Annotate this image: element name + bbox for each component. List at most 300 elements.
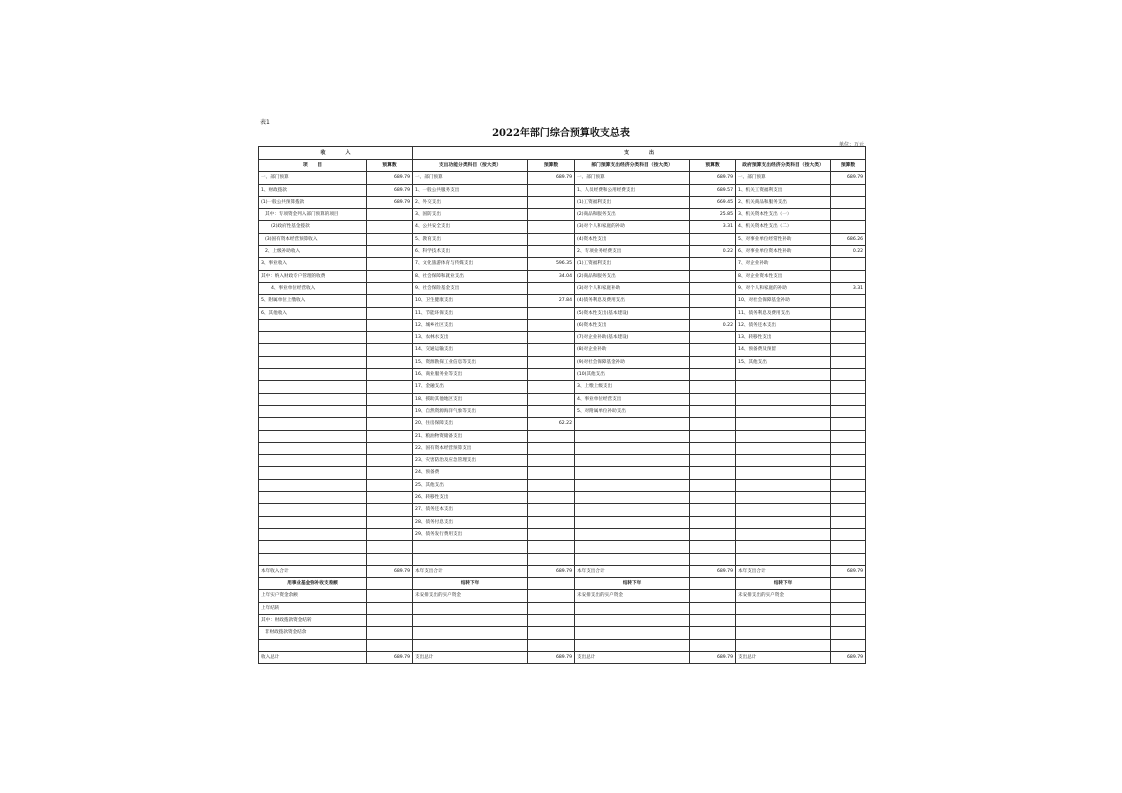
gov-econ-item: 11、债务利息及费用支出 — [736, 307, 831, 319]
gov-econ-item: 2、机关商品和服务支出 — [736, 196, 831, 208]
income-amount — [367, 442, 413, 454]
dept-econ-amount — [690, 467, 736, 479]
dept-econ-amount: 0.22 — [690, 246, 736, 258]
function-item: 支出总计 — [413, 651, 528, 663]
table-row — [259, 344, 866, 356]
table-row — [259, 442, 866, 454]
dept-econ-amount — [690, 233, 736, 245]
function-item: 一、部门预算 — [413, 172, 528, 184]
gov-econ-amount: 3.31 — [831, 282, 866, 294]
gov-econ-amount — [831, 209, 866, 221]
gov-econ-amount — [831, 430, 866, 442]
dept-econ-amount — [690, 369, 736, 381]
gov-econ-amount — [831, 590, 866, 602]
gov-econ-item: 8、对企业资本性支出 — [736, 270, 831, 282]
function-amount: 62.22 — [528, 418, 575, 430]
gov-econ-amount — [831, 258, 866, 270]
function-item: 13、农林水支出 — [413, 332, 528, 344]
table-row — [259, 553, 866, 565]
function-amount — [528, 307, 575, 319]
column-header-row — [259, 160, 866, 172]
income-amount — [367, 393, 413, 405]
table-row — [259, 479, 866, 491]
gov-econ-item — [736, 614, 831, 626]
gov-econ-amount — [831, 504, 866, 516]
dept-econ-item: 本年支出合计 — [575, 565, 690, 577]
income-amount — [367, 319, 413, 331]
gov-econ-amount — [831, 627, 866, 639]
function-amount — [528, 467, 575, 479]
function-item: 4、公共安全支出 — [413, 221, 528, 233]
gov-econ-amount — [831, 455, 866, 467]
gov-econ-item — [736, 492, 831, 504]
dept-econ-amount — [690, 332, 736, 344]
income-amount — [367, 541, 413, 553]
dept-econ-amount — [690, 504, 736, 516]
dept-econ-item: 2、专项业务经费支出 — [575, 246, 690, 258]
table-row — [259, 246, 866, 258]
function-amount — [528, 221, 575, 233]
income-item: 6、其他收入 — [259, 307, 367, 319]
table-row — [259, 516, 866, 528]
function-amount: 689.79 — [528, 565, 575, 577]
function-amount — [528, 553, 575, 565]
function-item: 24、预备费 — [413, 467, 528, 479]
income-item — [259, 467, 367, 479]
table-row — [259, 307, 866, 319]
function-item: 18、援助其他地区支出 — [413, 393, 528, 405]
dept-econ-item: (1)工资福利支出 — [575, 196, 690, 208]
gov-econ-amount — [831, 332, 866, 344]
column-header: 预算数 — [690, 160, 736, 172]
income-item — [259, 369, 367, 381]
function-amount — [528, 590, 575, 602]
function-amount: 689.79 — [528, 651, 575, 663]
income-item — [259, 528, 367, 540]
function-item — [413, 627, 528, 639]
table-row — [259, 319, 866, 331]
gov-econ-item — [736, 393, 831, 405]
function-item: 17、金融支出 — [413, 381, 528, 393]
gov-econ-amount — [831, 307, 866, 319]
gov-econ-item: 15、其他支出 — [736, 356, 831, 368]
function-item — [413, 553, 528, 565]
dept-econ-item: 支出总计 — [575, 651, 690, 663]
gov-econ-item: 12、债务还本支出 — [736, 319, 831, 331]
dept-econ-item: (6)资本性支出 — [575, 319, 690, 331]
dept-econ-amount — [690, 627, 736, 639]
dept-econ-amount: 0.22 — [690, 319, 736, 331]
income-amount — [367, 467, 413, 479]
dept-econ-amount — [690, 393, 736, 405]
gov-econ-item — [736, 467, 831, 479]
function-item — [413, 614, 528, 626]
income-amount — [367, 528, 413, 540]
income-amount — [367, 627, 413, 639]
gov-econ-item — [736, 430, 831, 442]
function-item: 16、商业服务业等支出 — [413, 369, 528, 381]
dept-econ-amount: 689.79 — [690, 651, 736, 663]
gov-econ-amount — [831, 381, 866, 393]
function-amount — [528, 381, 575, 393]
income-item: 5、附属单位上缴收入 — [259, 295, 367, 307]
gov-econ-item: 未安排支出的实户资金 — [736, 590, 831, 602]
gov-econ-amount: 689.79 — [831, 565, 866, 577]
income-item: 其中：专项资金列入部门预算的项目 — [259, 209, 367, 221]
gov-econ-amount — [831, 578, 866, 590]
income-amount — [367, 270, 413, 282]
function-amount — [528, 196, 575, 208]
income-amount: 689.79 — [367, 196, 413, 208]
function-item: 19、自然资源海洋气象等支出 — [413, 405, 528, 417]
gov-econ-amount — [831, 528, 866, 540]
table-row — [259, 381, 866, 393]
income-item: 4、事业单位经营收入 — [259, 282, 367, 294]
gov-econ-amount — [831, 492, 866, 504]
gov-econ-amount — [831, 479, 866, 491]
dept-econ-item: 5、对附属单位补助支出 — [575, 405, 690, 417]
income-amount — [367, 282, 413, 294]
column-header: 项 目 — [259, 160, 367, 172]
dept-econ-item: 3、上缴上级支出 — [575, 381, 690, 393]
function-amount — [528, 393, 575, 405]
income-amount — [367, 479, 413, 491]
gov-econ-amount — [831, 319, 866, 331]
function-amount — [528, 627, 575, 639]
dept-econ-amount: 689.79 — [690, 565, 736, 577]
dept-econ-item — [575, 479, 690, 491]
function-item: 20、住房保障支出 — [413, 418, 528, 430]
function-item: 10、卫生健康支出 — [413, 295, 528, 307]
dept-econ-item — [575, 602, 690, 614]
gov-econ-amount — [831, 602, 866, 614]
gov-econ-item — [736, 516, 831, 528]
dept-econ-item: (3)对个人和家庭补助 — [575, 282, 690, 294]
dept-econ-amount — [690, 516, 736, 528]
function-amount — [528, 639, 575, 651]
income-item: 其中：财政拨款资金结转 — [259, 614, 367, 626]
table-row — [259, 614, 866, 626]
dept-econ-item — [575, 430, 690, 442]
income-item — [259, 639, 367, 651]
function-item: 未安排支出的实户资金 — [413, 590, 528, 602]
function-amount — [528, 541, 575, 553]
function-item — [413, 602, 528, 614]
dept-econ-item — [575, 418, 690, 430]
function-item: 21、粮油物资储备支出 — [413, 430, 528, 442]
income-item — [259, 516, 367, 528]
income-amount — [367, 553, 413, 565]
gov-econ-amount — [831, 553, 866, 565]
dept-econ-amount — [690, 344, 736, 356]
function-amount — [528, 184, 575, 196]
gov-econ-item: 14、预备费及预留 — [736, 344, 831, 356]
dept-econ-amount — [690, 381, 736, 393]
gov-econ-item — [736, 442, 831, 454]
function-item: 26、转移性支出 — [413, 492, 528, 504]
function-item: 15、资源勘探工业信息等支出 — [413, 356, 528, 368]
dept-econ-amount — [690, 258, 736, 270]
gov-econ-item — [736, 418, 831, 430]
dept-econ-item — [575, 467, 690, 479]
budget-table — [258, 146, 866, 664]
dept-econ-item — [575, 492, 690, 504]
function-amount — [528, 614, 575, 626]
table-row — [259, 639, 866, 651]
function-item: 2、外交支出 — [413, 196, 528, 208]
function-item: 6、科学技术支出 — [413, 246, 528, 258]
dept-econ-amount: 3.31 — [690, 221, 736, 233]
expense-section-header: 支 出 — [413, 147, 866, 160]
function-amount — [528, 369, 575, 381]
dept-econ-item: (7)对企业补助(基本建设) — [575, 332, 690, 344]
function-item: 结转下年 — [413, 578, 528, 590]
gov-econ-amount: 689.79 — [831, 651, 866, 663]
table-row — [259, 209, 866, 221]
function-item: 22、国有资本经营预算支出 — [413, 442, 528, 454]
dept-econ-item — [575, 553, 690, 565]
table-row — [259, 455, 866, 467]
function-amount: 34.04 — [528, 270, 575, 282]
gov-econ-item — [736, 639, 831, 651]
income-item — [259, 381, 367, 393]
table-row — [259, 627, 866, 639]
dept-econ-item: (2)商品和服务支出 — [575, 209, 690, 221]
page-title: 2022年部门综合预算收支总表 — [492, 128, 630, 139]
dept-econ-amount — [690, 418, 736, 430]
gov-econ-amount — [831, 196, 866, 208]
income-item — [259, 344, 367, 356]
gov-econ-amount: 0.22 — [831, 246, 866, 258]
function-amount — [528, 344, 575, 356]
table-row — [259, 590, 866, 602]
income-amount — [367, 405, 413, 417]
function-amount — [528, 528, 575, 540]
income-amount — [367, 455, 413, 467]
dept-econ-amount — [690, 541, 736, 553]
function-item: 11、节能环保支出 — [413, 307, 528, 319]
column-header: 政府预算支出经济分类科目（按大类） — [736, 160, 831, 172]
column-header: 预算数 — [367, 160, 413, 172]
dept-econ-amount — [690, 553, 736, 565]
dept-econ-amount — [690, 578, 736, 590]
gov-econ-amount — [831, 516, 866, 528]
dept-econ-item — [575, 541, 690, 553]
function-amount — [528, 319, 575, 331]
dept-econ-amount — [690, 430, 736, 442]
unit-label: 单位：万元 — [838, 142, 864, 148]
table-row — [259, 430, 866, 442]
income-amount — [367, 492, 413, 504]
income-amount — [367, 578, 413, 590]
table-row — [259, 578, 866, 590]
dept-econ-amount — [690, 307, 736, 319]
function-item: 8、社会保障和就业支出 — [413, 270, 528, 282]
gov-econ-amount: 689.79 — [831, 172, 866, 184]
income-amount — [367, 233, 413, 245]
table-row — [259, 221, 866, 233]
table-row — [259, 602, 866, 614]
dept-econ-amount — [690, 639, 736, 651]
function-amount — [528, 233, 575, 245]
gov-econ-item: 结转下年 — [736, 578, 831, 590]
dept-econ-item: (9)对社会保障基金补助 — [575, 356, 690, 368]
function-amount — [528, 356, 575, 368]
income-amount — [367, 295, 413, 307]
gov-econ-item: 7、对企业补助 — [736, 258, 831, 270]
income-amount: 689.79 — [367, 651, 413, 663]
income-amount — [367, 602, 413, 614]
income-item — [259, 455, 367, 467]
table-row — [259, 565, 866, 577]
income-amount — [367, 344, 413, 356]
function-item — [413, 639, 528, 651]
gov-econ-item — [736, 602, 831, 614]
income-amount — [367, 418, 413, 430]
dept-econ-item: (2)商品和服务支出 — [575, 270, 690, 282]
income-item — [259, 430, 367, 442]
gov-econ-item — [736, 541, 831, 553]
gov-econ-item — [736, 528, 831, 540]
table-row — [259, 233, 866, 245]
dept-econ-item: 结转下年 — [575, 578, 690, 590]
dept-econ-item: 一、部门预算 — [575, 172, 690, 184]
function-item: 7、文化旅游体育与传媒支出 — [413, 258, 528, 270]
column-header: 预算数 — [528, 160, 575, 172]
function-item: 5、教育支出 — [413, 233, 528, 245]
income-item — [259, 479, 367, 491]
function-item: 23、灾害防治及应急管理支出 — [413, 455, 528, 467]
dept-econ-amount — [690, 405, 736, 417]
gov-econ-item: 本年支出合计 — [736, 565, 831, 577]
function-amount — [528, 492, 575, 504]
table-row — [259, 369, 866, 381]
income-item — [259, 405, 367, 417]
function-item: 1、一般公共服务支出 — [413, 184, 528, 196]
gov-econ-item: 4、机关资本性支出（二） — [736, 221, 831, 233]
gov-econ-amount — [831, 295, 866, 307]
income-amount: 689.79 — [367, 184, 413, 196]
function-amount: 596.35 — [528, 258, 575, 270]
dept-econ-item: 未安排支出的实户资金 — [575, 590, 690, 602]
dept-econ-item: (5)资本性支出(基本建设) — [575, 307, 690, 319]
table-row — [259, 528, 866, 540]
function-amount — [528, 282, 575, 294]
income-amount — [367, 381, 413, 393]
dept-econ-item: 4、事业单位经营支出 — [575, 393, 690, 405]
function-amount: 689.79 — [528, 172, 575, 184]
income-item: 上年结转 — [259, 602, 367, 614]
income-amount — [367, 307, 413, 319]
dept-econ-item: (1)工资福利支出 — [575, 258, 690, 270]
income-item — [259, 442, 367, 454]
dept-econ-item — [575, 639, 690, 651]
table-row — [259, 405, 866, 417]
table-row — [259, 418, 866, 430]
dept-econ-amount: 689.57 — [690, 184, 736, 196]
function-amount — [528, 332, 575, 344]
gov-econ-amount — [831, 356, 866, 368]
gov-econ-amount — [831, 467, 866, 479]
table-row — [259, 184, 866, 196]
gov-econ-item: 一、部门预算 — [736, 172, 831, 184]
dept-econ-amount — [690, 442, 736, 454]
dept-econ-item: (10)其他支出 — [575, 369, 690, 381]
gov-econ-item: 支出总计 — [736, 651, 831, 663]
function-item: 14、交通运输支出 — [413, 344, 528, 356]
dept-econ-amount — [690, 270, 736, 282]
dept-econ-amount: 689.79 — [690, 172, 736, 184]
function-item: 本年支出合计 — [413, 565, 528, 577]
income-item: 收入总计 — [259, 651, 367, 663]
income-amount — [367, 590, 413, 602]
income-item — [259, 504, 367, 516]
gov-econ-item: 5、对事业单位经常性补助 — [736, 233, 831, 245]
function-amount — [528, 430, 575, 442]
table-row — [259, 467, 866, 479]
income-amount — [367, 221, 413, 233]
gov-econ-amount — [831, 639, 866, 651]
table-row — [259, 393, 866, 405]
function-amount — [528, 405, 575, 417]
dept-econ-item — [575, 528, 690, 540]
gov-econ-item: 1、机关工资福利支出 — [736, 184, 831, 196]
dept-econ-amount — [690, 528, 736, 540]
gov-econ-item: 6、对事业单位资本性补助 — [736, 246, 831, 258]
function-amount — [528, 479, 575, 491]
table-row — [259, 332, 866, 344]
dept-econ-amount — [690, 455, 736, 467]
function-amount: 27.84 — [528, 295, 575, 307]
income-amount — [367, 246, 413, 258]
gov-econ-item — [736, 479, 831, 491]
gov-econ-amount — [831, 270, 866, 282]
function-item: 3、国防支出 — [413, 209, 528, 221]
table-row — [259, 172, 866, 184]
dept-econ-item: (4)债务利息及费用支出 — [575, 295, 690, 307]
dept-econ-item: 1、人员经费和公用经费支出 — [575, 184, 690, 196]
column-header: 支出功能分类科目（按大类） — [413, 160, 528, 172]
function-amount — [528, 455, 575, 467]
function-item: 12、城乡社区支出 — [413, 319, 528, 331]
dept-econ-item — [575, 614, 690, 626]
function-amount — [528, 602, 575, 614]
dept-econ-item — [575, 627, 690, 639]
gov-econ-amount — [831, 344, 866, 356]
dept-econ-amount — [690, 614, 736, 626]
gov-econ-amount — [831, 405, 866, 417]
income-item — [259, 541, 367, 553]
dept-econ-amount — [690, 590, 736, 602]
income-item — [259, 553, 367, 565]
income-item: 其中：纳入财政专户管理的收费 — [259, 270, 367, 282]
gov-econ-amount — [831, 184, 866, 196]
income-amount — [367, 516, 413, 528]
table-row — [259, 492, 866, 504]
gov-econ-amount — [831, 221, 866, 233]
function-amount — [528, 578, 575, 590]
income-amount — [367, 356, 413, 368]
dept-econ-item: (3)对个人和家庭的补助 — [575, 221, 690, 233]
dept-econ-amount — [690, 479, 736, 491]
table-row — [259, 282, 866, 294]
table-row — [259, 541, 866, 553]
dept-econ-amount — [690, 356, 736, 368]
income-item: 2、上级补助收入 — [259, 246, 367, 258]
function-amount — [528, 516, 575, 528]
function-item: 28、债务付息支出 — [413, 516, 528, 528]
income-item: 3、事业收入 — [259, 258, 367, 270]
